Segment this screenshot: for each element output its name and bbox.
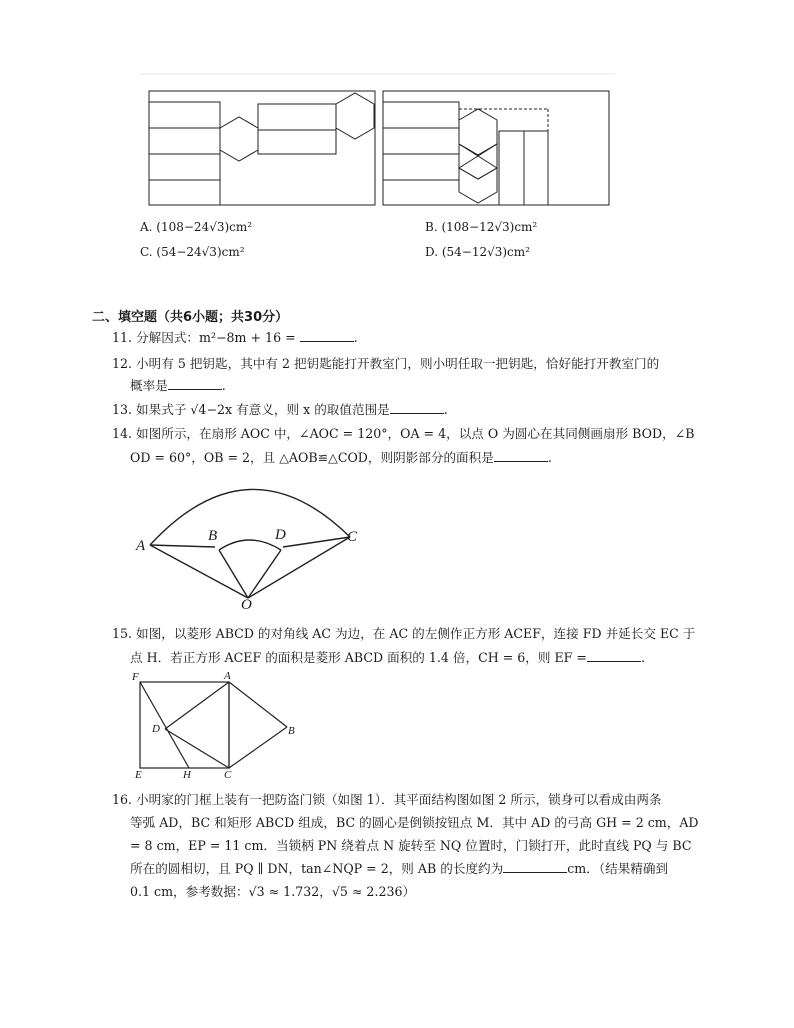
option-b: B. (108−12√3)cm² xyxy=(425,220,538,234)
q13-end: . xyxy=(443,402,448,417)
q16-text-end: cm．（结果精确到 xyxy=(567,861,669,876)
q11-end: . xyxy=(353,330,358,345)
q12-line-1: 12. 小明有 5 把钥匙，其中有 2 把钥匙能打开教室门，则小明任取一把钥匙，恰好能打开教室门的 xyxy=(112,356,660,371)
q15-line-1: 15. 如图，以菱形 ABCD 的对角线 AC 为边，在 AC 的左侧作正方形 ACEF，连接 FD 并延长交 EC 于 xyxy=(112,626,696,641)
q14-end: . xyxy=(547,450,552,465)
fig15-label-d: D xyxy=(152,723,160,735)
q16-text: 所在的圆相切，且 PQ ∥ DN，tan∠NQP = 2，则 AB 的长度约为 xyxy=(130,861,504,876)
fig15-label-e: E xyxy=(135,769,142,781)
fig15-label-h: H xyxy=(183,769,191,781)
q14-text: OD = 60°，OB = 2，且 △AOB≌△COD，则阴影部分的面积是 xyxy=(130,450,494,465)
fig14-label-a: A xyxy=(136,538,146,554)
fig14-label-b: B xyxy=(208,528,218,544)
section-title: 二、填空题（共6小题；共30分） xyxy=(92,310,289,325)
q13-text: 13. 如果式子 √4−2x 有意义，则 x 的取值范围是 xyxy=(112,402,390,417)
q16-line-3: = 8 cm，EP = 11 cm．当锁柄 PN 绕着点 N 旋转至 NQ 位置时，门锁打开，此时直线 PQ 与 BC xyxy=(130,838,692,853)
q16-line-4 xyxy=(130,861,668,877)
fig15-label-f: F xyxy=(132,671,139,683)
q15-text: 点 H．若正方形 ACEF 的面积是菱形 ABCD 面积的 1.4 倍，CH = 6，则 EF = xyxy=(130,650,587,665)
q11-text: 11. 分解因式：m²−8m + 16 = xyxy=(112,330,296,345)
q16-answer-blank[interactable] xyxy=(503,862,567,873)
q15-end: . xyxy=(640,650,645,665)
option-d: D. (54−12√3)cm² xyxy=(425,245,530,259)
option-c: C. (54−24√3)cm² xyxy=(140,245,245,259)
q12-text: 概率是 xyxy=(130,378,168,393)
q16-line-5: 0.1 cm，参考数据：√3 ≈ 1.732，√5 ≈ 2.236） xyxy=(130,884,416,899)
fig14-label-d: D xyxy=(275,527,286,543)
fig15-label-b: B xyxy=(288,725,295,737)
fig15-label-a: A xyxy=(224,670,231,682)
q16-line-2: 等弧 AD，BC 和矩形 ABCD 组成，BC 的圆心是倒锁按钮点 M．其中 AD 的弓高 GH = 2 cm，AD xyxy=(130,815,699,830)
q12-end: . xyxy=(221,378,226,393)
option-a: A. (108−24√3)cm² xyxy=(140,220,253,234)
fig14-label-o: O xyxy=(241,597,252,613)
q16-line-1: 16. 小明家的门框上装有一把防盗门锁（如图 1）．其平面结构图如图 2 所示，锁身可以看成由两条 xyxy=(112,792,662,807)
fig14-label-c: C xyxy=(347,529,358,545)
q14-line-1: 14. 如图所示，在扇形 AOC 中，∠AOC = 120°，OA = 4，以点 O 为圆心在其同侧画扇形 BOD，∠B xyxy=(112,426,695,441)
fig15-label-c: C xyxy=(224,769,232,781)
